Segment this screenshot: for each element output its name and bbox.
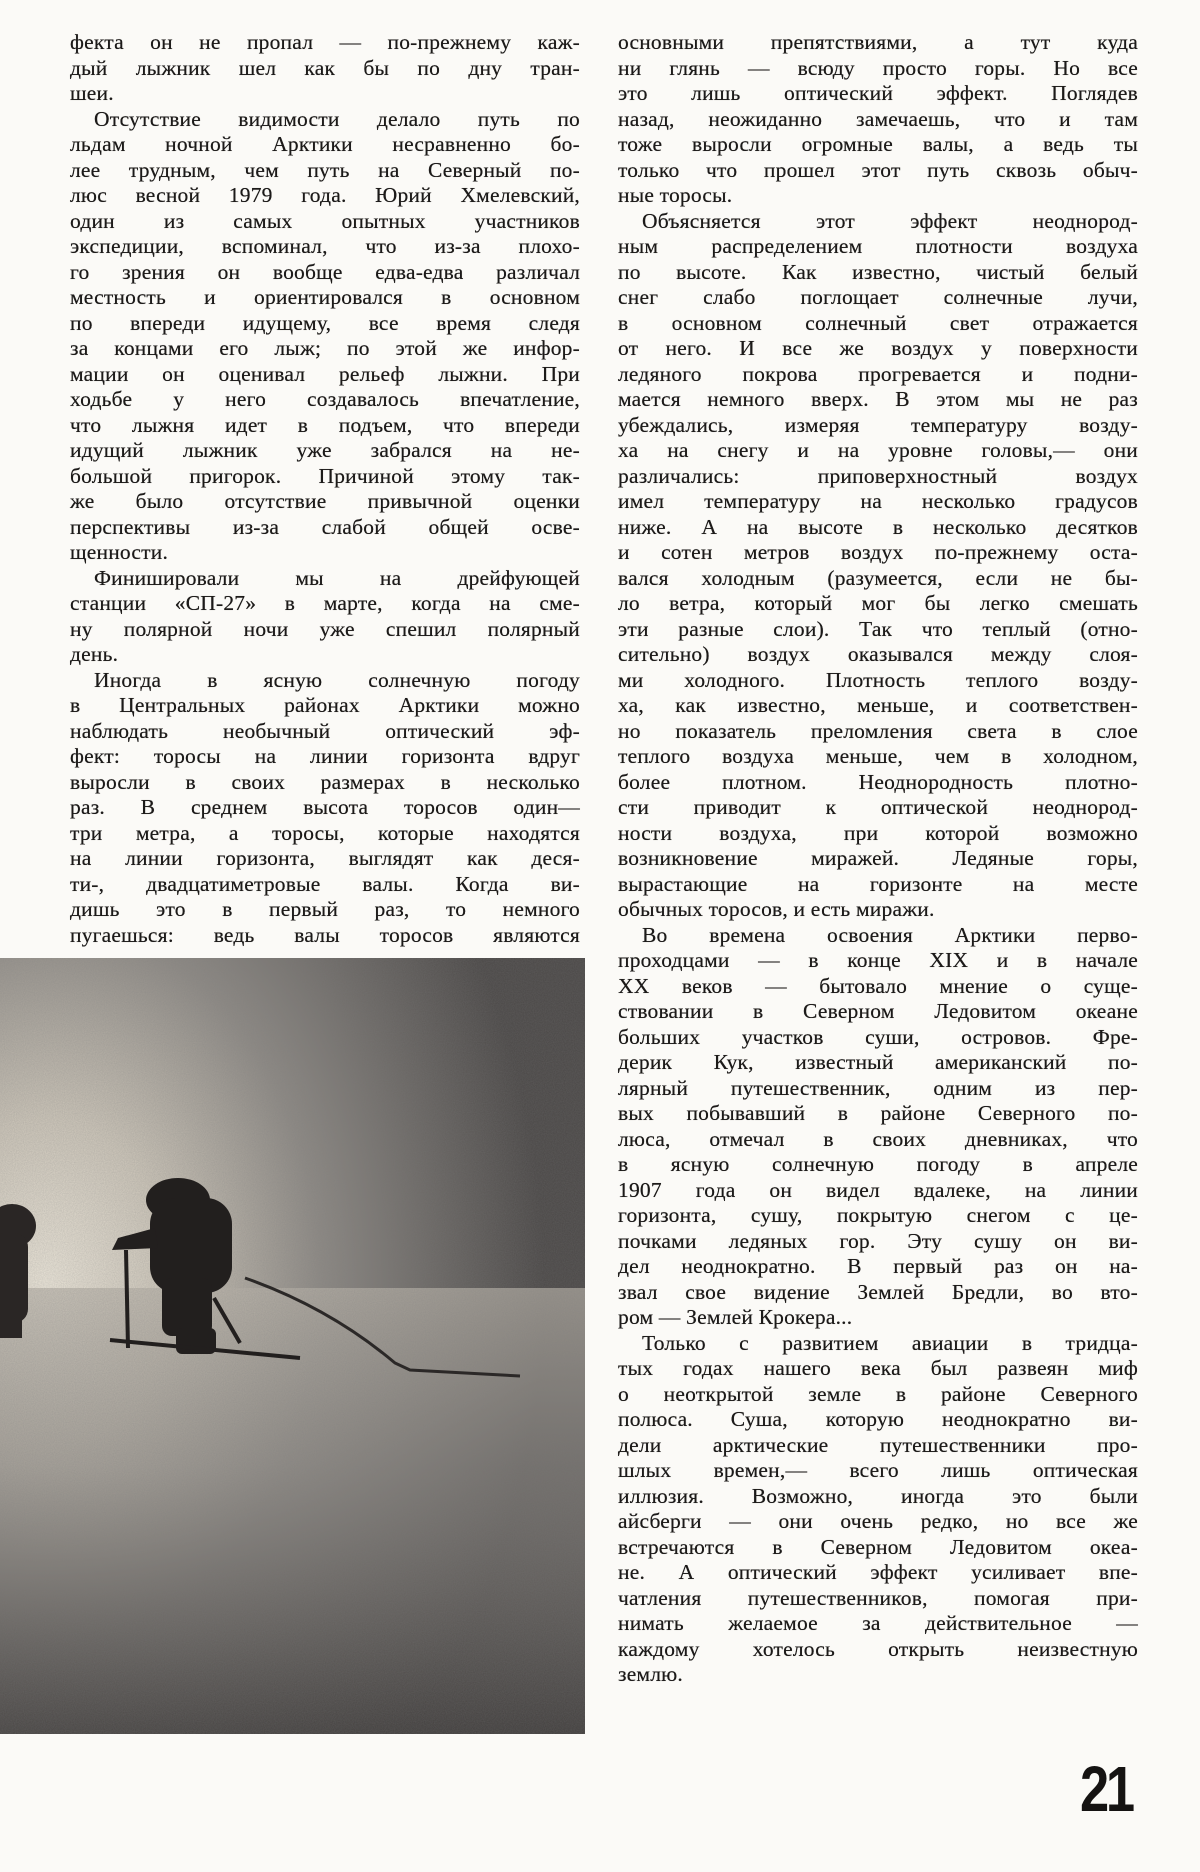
text-line: теплого воздуха меньше, чем в холодном,: [618, 744, 1138, 768]
text-line: вых побывавший в районе Северного по-: [618, 1101, 1138, 1125]
text-line: шеи.: [70, 81, 114, 105]
text-line: в ясную солнечную погоду в апреле: [618, 1152, 1138, 1176]
text-line: ниже. А на высоте в несколько десятков: [618, 514, 1138, 539]
text-line: дерик Кук, известный американский по-: [618, 1050, 1138, 1074]
text-line: ности воздуха, при которой возможно: [618, 820, 1138, 845]
text-line: экспедиции, вспоминал, что из-за плохо-: [70, 234, 580, 258]
text-line: дели арктические путешественники про-: [618, 1432, 1138, 1457]
text-line: это лишь оптический эффект. Поглядев: [618, 81, 1138, 105]
text-line: чатления путешественников, помогая при-: [618, 1585, 1138, 1610]
photo-arctic-skiers: [0, 958, 585, 1734]
text-line: тоже выросли огромные валы, а ведь ты: [618, 132, 1138, 156]
text-line: в Центральных районах Арктики можно: [70, 693, 580, 717]
text-line: щенности.: [70, 540, 169, 564]
text-line: в основном солнечный свет отражается: [618, 310, 1138, 335]
text-line: ходьбе у него создавалось впечатление,: [70, 387, 580, 411]
text-line: нимать желаемое за действительное —: [618, 1611, 1138, 1635]
text-line: ледяного покрова прогревается и подни-: [618, 361, 1138, 386]
text-line: эти разные слои). Так что теплый (отно-: [618, 616, 1138, 641]
text-line: каждому хотелось открыть неизвестную: [618, 1636, 1138, 1661]
text-line: мации он оценивал рельеф лыжни. При: [70, 361, 580, 386]
text-line: ром — Землей Крокера...: [618, 1305, 853, 1329]
text-line: звал свое видение Землей Бредли, во вто-: [618, 1279, 1138, 1304]
text-line: горизонта, сушу, покрытую снегом с це-: [618, 1203, 1138, 1227]
text-line: и сотен метров воздух по-прежнему оста-: [618, 540, 1138, 564]
text-line: полюса. Суша, которую неоднократно ви-: [618, 1407, 1138, 1431]
text-line: Только с развитием авиации в тридца-: [642, 1330, 1138, 1355]
text-line: выросли в своих размерах в несколько: [70, 769, 580, 794]
text-line: но показатель преломления света в слое: [618, 718, 1138, 743]
text-line: Объясняется этот эффект неоднород-: [642, 208, 1138, 233]
text-line: вырастающие на горизонте на месте: [618, 871, 1138, 896]
text-line: Во времена освоения Арктики перво-: [642, 922, 1138, 947]
text-line: иллюзия. Возможно, иногда это были: [618, 1483, 1138, 1508]
text-line: основными препятствиями, а тут куда: [618, 30, 1138, 54]
text-line: лее трудным, чем путь на Северный по-: [70, 157, 580, 182]
text-line: мается немного вверх. В этом мы не раз: [618, 387, 1138, 411]
text-line: что лыжня идет в подъем, что впереди: [70, 412, 580, 437]
text-line: день.: [70, 642, 119, 666]
text-line: по впереди идущему, все время следя: [70, 310, 580, 335]
text-line: айсберги — они очень редко, но все же: [618, 1509, 1138, 1533]
text-line: станции «СП-27» в марте, когда на сме-: [70, 591, 580, 615]
text-line: убеждались, измеряя температуру возду-: [618, 412, 1138, 437]
text-line: Финишировали мы на дрейфующей: [94, 565, 580, 590]
text-line: го зрения он вообще едва-едва различал: [70, 259, 580, 284]
text-line: фект: торосы на линии горизонта вдруг: [70, 744, 580, 768]
text-line: ные торосы.: [618, 183, 733, 207]
paragraph: [70, 30, 580, 107]
text-line: ну полярной ночи уже спешил полярный: [70, 616, 580, 641]
text-line: дел неоднократно. В первый раз он на-: [618, 1254, 1138, 1278]
text-line: почками ледяных гор. Эту сушу он ви-: [618, 1228, 1138, 1253]
text-line: различались: приповерхностный воздух: [618, 463, 1138, 488]
paragraph: [70, 566, 580, 668]
text-line: более плотном. Неоднородность плотно-: [618, 769, 1138, 794]
text-line: же было отсутствие привычной оценки: [70, 489, 580, 513]
text-line: ха, как известно, меньше, и соответствен-: [618, 693, 1138, 717]
text-line: Отсутствие видимости делало путь по: [94, 106, 580, 131]
text-line: перспективы из-за слабой общей осве-: [70, 514, 580, 539]
text-line: ха на снегу и на уровне головы,— они: [618, 438, 1138, 462]
text-line: сти приводит к оптической неоднород-: [618, 795, 1138, 819]
text-line: имел температуру на несколько градусов: [618, 489, 1138, 513]
paragraph: [70, 668, 580, 949]
text-column-left: [70, 30, 580, 948]
text-line: ным распределением плотности воздуха: [618, 234, 1138, 258]
text-line: обычных торосов, и есть миражи.: [618, 897, 935, 921]
text-line: за концами его лыж; по этой же инфор-: [70, 336, 580, 360]
text-line: люс весной 1979 года. Юрий Хмелевский,: [70, 183, 580, 207]
paragraph: [618, 30, 1138, 209]
text-line: Иногда в ясную солнечную погоду: [94, 667, 580, 692]
text-line: ми холодного. Плотность теплого возду-: [618, 667, 1138, 692]
text-line: возникновение миражей. Ледяные горы,: [618, 846, 1138, 870]
text-line: по высоте. Как известно, чистый белый: [618, 259, 1138, 284]
text-line: XX веков — бытовало мнение о суще-: [618, 973, 1138, 998]
text-line: лярный путешественник, одним из пер-: [618, 1075, 1138, 1100]
text-line: пугаешься: ведь валы торосов являются: [70, 922, 580, 947]
text-line: о неоткрытой земле в районе Северного: [618, 1381, 1138, 1406]
text-line: снег слабо поглощает солнечные лучи,: [618, 285, 1138, 309]
text-line: большой пригорок. Причиной этому так-: [70, 463, 580, 488]
text-line: тых годах нашего века был развеян миф: [618, 1356, 1138, 1380]
text-line: ни глянь — всюду просто горы. Но все: [618, 55, 1138, 80]
text-line: шлых времен,— всего лишь оптическая: [618, 1458, 1138, 1482]
text-line: ло ветра, который мог бы легко смешать: [618, 591, 1138, 615]
text-line: ти-, двадцатиметровые валы. Когда ви-: [70, 871, 580, 896]
text-line: раз. В среднем высота торосов один—: [70, 795, 580, 819]
text-line: сительно) воздух оказывался между слоя-: [618, 642, 1138, 666]
text-line: фекта он не пропал — по-прежнему каж-: [70, 30, 580, 54]
text-line: люса, отмечал в своих дневниках, что: [618, 1126, 1138, 1151]
text-line: проходцами — в конце XIX и в начале: [618, 948, 1138, 972]
text-line: льдам ночной Арктики несравненно бо-: [70, 132, 580, 156]
text-line: 1907 года он видел вдалеке, на линии: [618, 1177, 1138, 1202]
text-line: только что прошел этот путь сквозь обыч-: [618, 157, 1138, 182]
text-line: идущий лыжник уже забрался на не-: [70, 438, 580, 462]
paragraph: [70, 107, 580, 566]
text-line: больших участков суши, островов. Фре-: [618, 1024, 1138, 1049]
text-line: на линии горизонта, выглядят как деся-: [70, 846, 580, 870]
text-line: вался холодным (разумеется, если не бы-: [618, 565, 1138, 590]
text-line: встречаются в Северном Ледовитом океа-: [618, 1534, 1138, 1559]
page-number: 21: [1080, 1753, 1132, 1825]
paragraph: [618, 209, 1138, 923]
paragraph: [618, 1331, 1138, 1688]
text-line: от него. И все же воздух у поверхности: [618, 336, 1138, 360]
text-line: землю.: [618, 1662, 684, 1686]
text-line: ствовании в Северном Ледовитом океане: [618, 999, 1138, 1023]
text-line: местность и ориентировался в основном: [70, 285, 580, 309]
text-line: дый лыжник шел как бы по дну тран-: [70, 55, 580, 80]
text-line: не. А оптический эффект усиливает впе-: [618, 1560, 1138, 1584]
text-line: наблюдать необычный оптический эф-: [70, 718, 580, 743]
text-line: дишь это в первый раз, то немного: [70, 897, 580, 921]
paragraph: [618, 923, 1138, 1331]
text-line: три метра, а торосы, которые находятся: [70, 820, 580, 845]
text-line: назад, неожиданно замечаешь, что и там: [618, 106, 1138, 131]
text-column-right: [618, 30, 1138, 1688]
text-line: один из самых опытных участников: [70, 208, 580, 233]
